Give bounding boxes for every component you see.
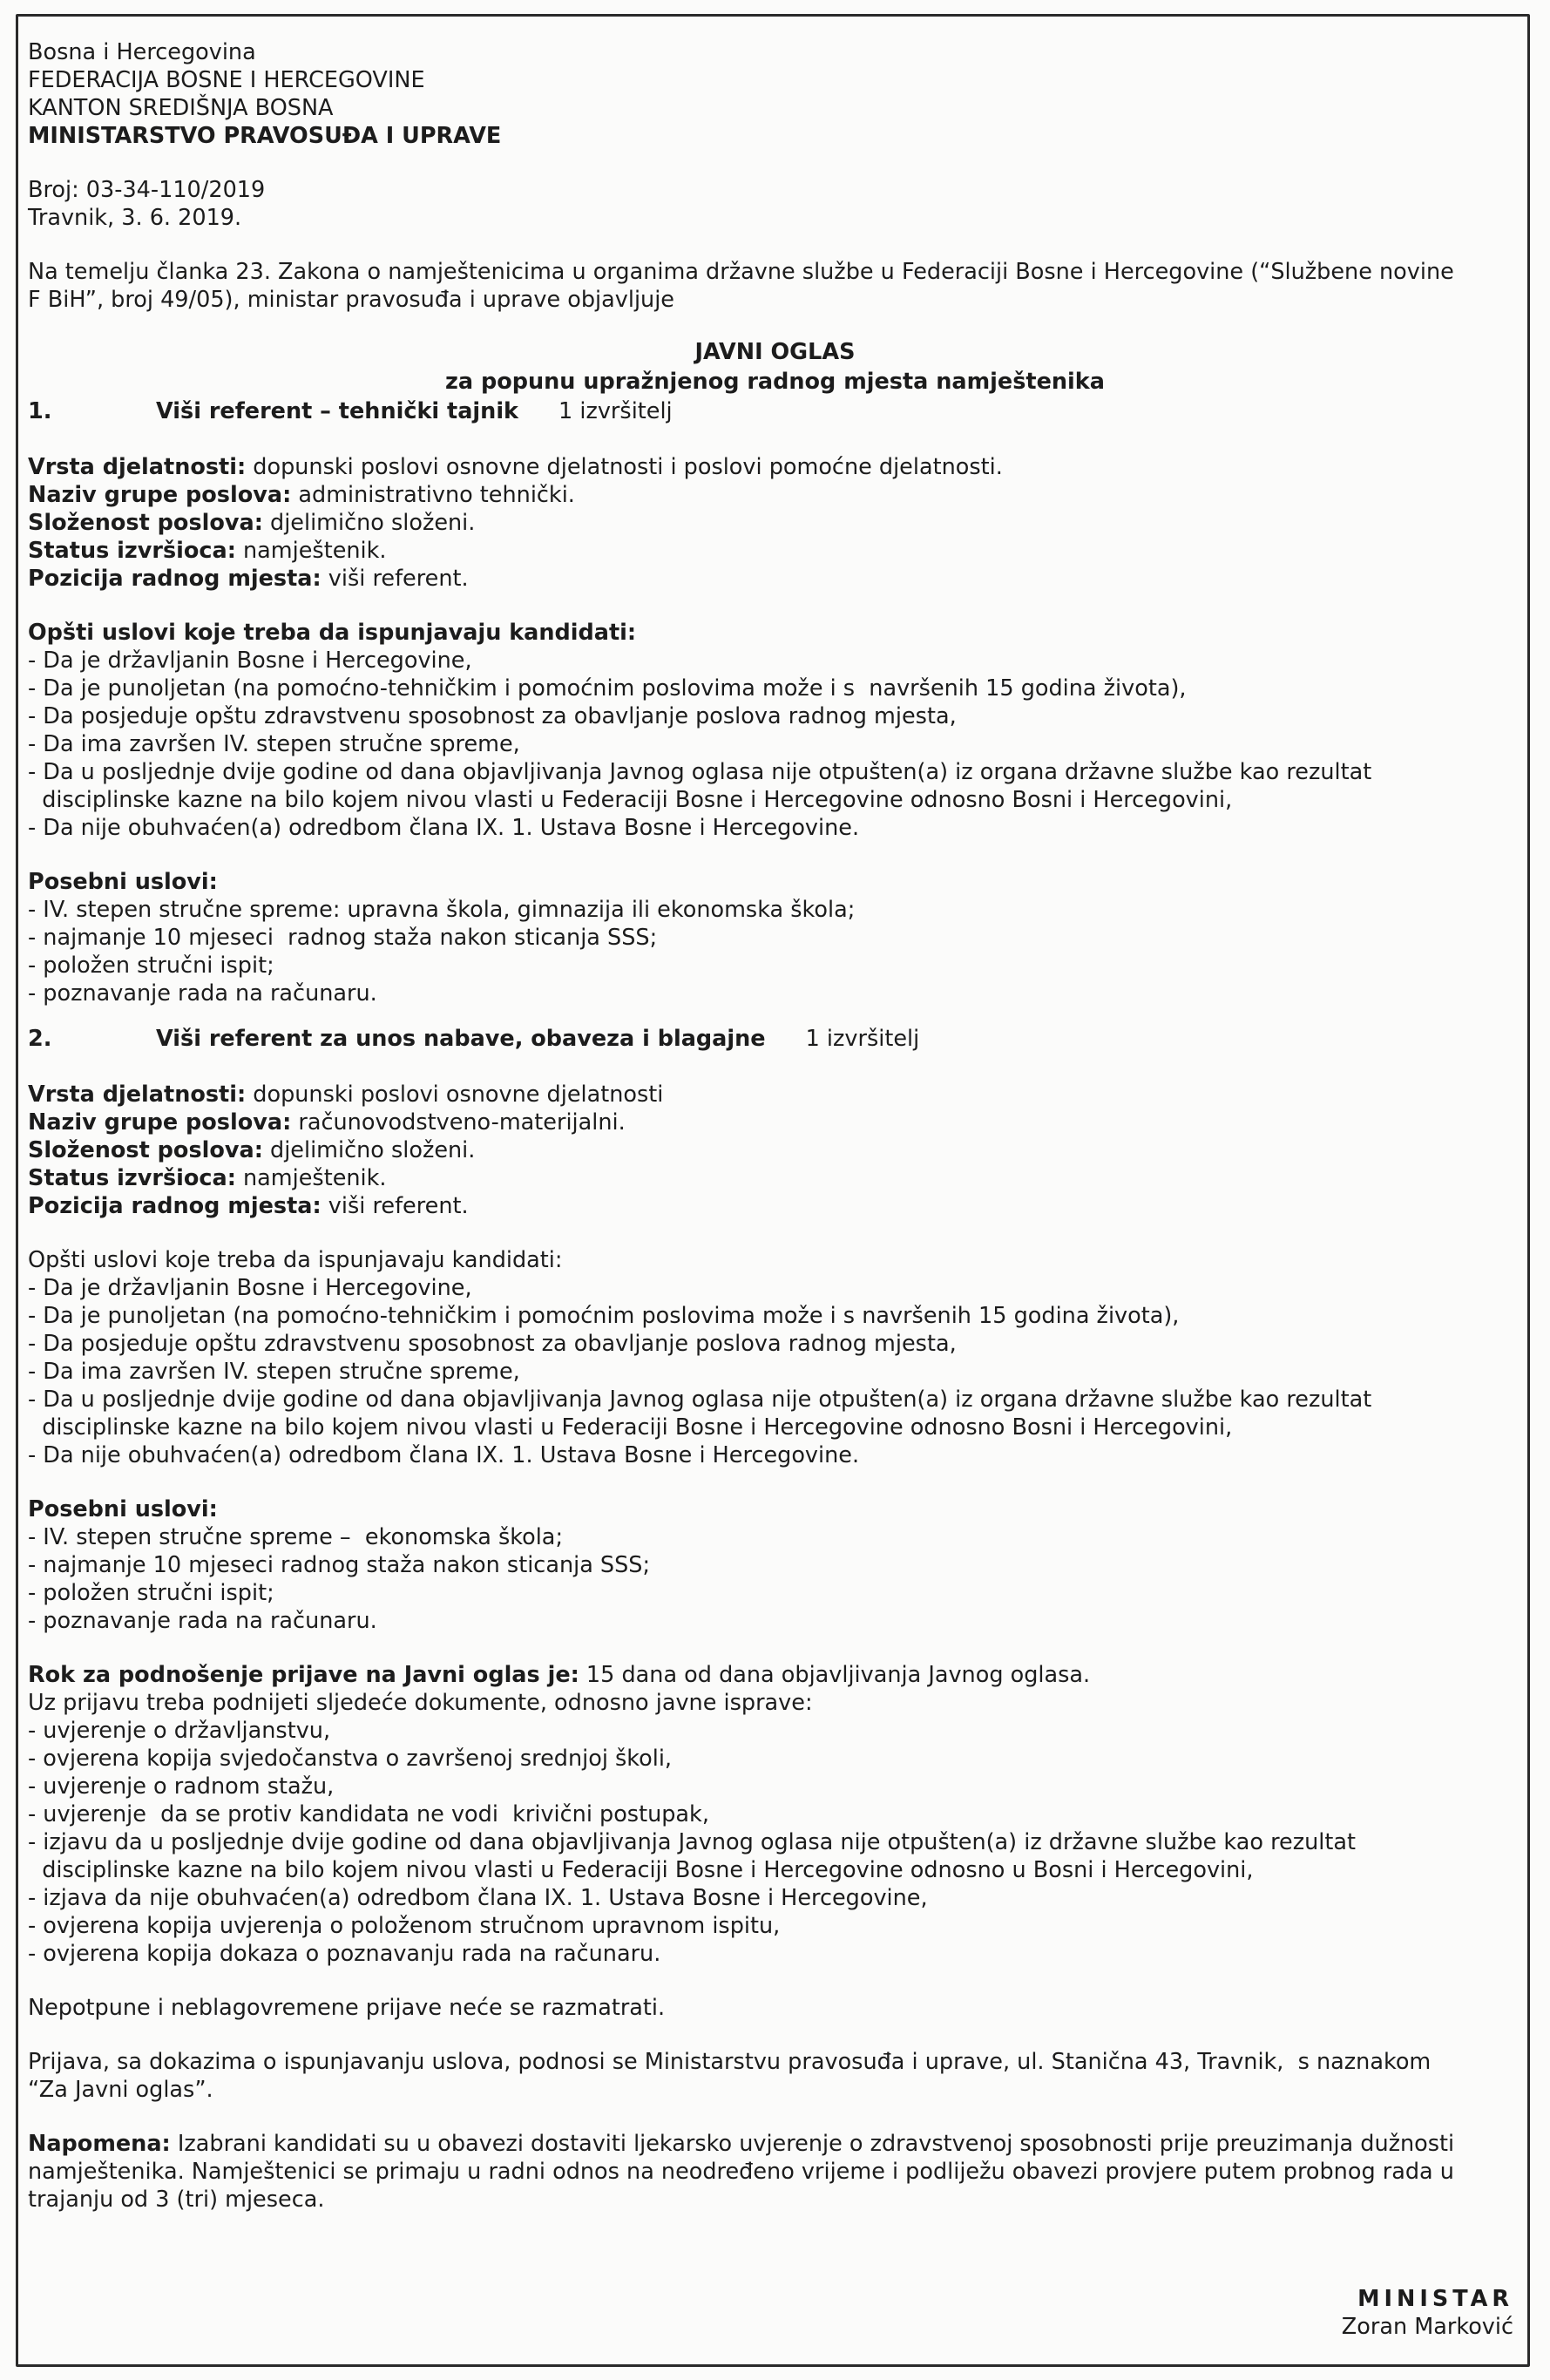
issuer-header bbox=[28, 38, 1522, 150]
field-row bbox=[28, 509, 1522, 537]
field-row bbox=[28, 453, 1522, 481]
list-item: - Da je državljanin Bosne i Hercegovine, bbox=[28, 1275, 472, 1301]
field-row bbox=[28, 1109, 1522, 1136]
list-item: - uvjerenje o radnom stažu, bbox=[28, 1773, 335, 1800]
field-row bbox=[28, 1164, 1522, 1192]
list-item: - položen stručni ispit; bbox=[28, 1580, 274, 1606]
position-fields bbox=[28, 1081, 1522, 1220]
title-main: JAVNI OGLAS bbox=[694, 339, 856, 365]
documents-intro: Uz prijavu treba podnijeti sljedeće dokumente, odnosno javne isprave: bbox=[28, 1690, 813, 1716]
field-value: dopunski poslovi osnovne djelatnosti i poslovi pomoćne djelatnosti. bbox=[246, 454, 1003, 480]
special-conditions bbox=[28, 1495, 1522, 1635]
list-item: - Da je državljanin Bosne i Hercegovine, bbox=[28, 648, 472, 674]
field-label: Pozicija radnog mjesta: bbox=[28, 1193, 322, 1219]
list-item: - najmanje 10 mjeseci radnog staža nakon sticanja SSS; bbox=[28, 1552, 651, 1578]
position-count: 1 izvršitelj bbox=[805, 1026, 920, 1052]
application-requirements bbox=[28, 1661, 1522, 1968]
field-value: viši referent. bbox=[321, 566, 469, 592]
reference-number: Broj: 03-34-110/2019 bbox=[28, 177, 266, 203]
field-row bbox=[28, 1081, 1522, 1109]
note-paragraph bbox=[28, 2130, 1522, 2214]
list-item: - najmanje 10 mjeseci radnog staža nakon sticanja SSS; bbox=[28, 925, 658, 951]
list-item: - ovjerena kopija dokaza o poznavanju rada na računaru. bbox=[28, 1941, 661, 1967]
field-value: namještenik. bbox=[235, 1165, 387, 1191]
note-line: namještenika. Namještenici se primaju u radni odnos na neodređeno vrijeme i podliježu obavezi provjere putem probnog rada u bbox=[28, 2159, 1454, 2185]
submission-line: “Za Javni oglas”. bbox=[28, 2077, 213, 2103]
list-item: disciplinske kazne na bilo kojem nivou vlasti u Federaciji Bosne i Hercegovine odnosno Bosni i Hercegovini, bbox=[28, 787, 1233, 813]
deadline-value: 15 dana od dana objavljivanja Javnog oglasa. bbox=[579, 1662, 1091, 1688]
document-body bbox=[28, 38, 1522, 2214]
general-conditions bbox=[28, 619, 1522, 842]
list-item: - izjava da nije obuhvaćen(a) odredbom člana IX. 1. Ustava Bosne i Hercegovine, bbox=[28, 1885, 928, 1911]
submission-paragraph bbox=[28, 2048, 1522, 2104]
incomplete-applications-note: Nepotpune i neblagovremene prijave neće se razmatrati. bbox=[28, 1995, 666, 2021]
field-label: Vrsta djelatnosti: bbox=[28, 1082, 247, 1108]
list-item: - položen stručni ispit; bbox=[28, 953, 274, 979]
list-item: - Da u posljednje dvije godine od dana objavljivanja Javnog oglasa nije otpušten(a) iz organa državne službe kao rezultat bbox=[28, 759, 1372, 785]
field-label: Status izvršioca: bbox=[28, 1165, 236, 1191]
field-value: namještenik. bbox=[235, 538, 387, 564]
list-item: - Da posjeduje opštu zdravstvenu sposobnost za obavljanje poslova radnog mjesta, bbox=[28, 703, 957, 729]
field-label: Naziv grupe poslova: bbox=[28, 1109, 292, 1136]
field-row bbox=[28, 1136, 1522, 1164]
field-label: Naziv grupe poslova: bbox=[28, 482, 292, 508]
note-text: Izabrani kandidati su u obavezi dostaviti ljekarsko uvjerenje o zdravstvenoj sposobnosti prije preuzimanja dužnosti bbox=[170, 2131, 1455, 2157]
list-item: - Da ima završen IV. stepen stručne spreme, bbox=[28, 1359, 520, 1385]
field-row bbox=[28, 565, 1522, 593]
list-item: disciplinske kazne na bilo kojem nivou vlasti u Federaciji Bosne i Hercegovine odnosno Bosni i Hercegovini, bbox=[28, 1414, 1233, 1441]
list-item: - poznavanje rada na računaru. bbox=[28, 980, 377, 1007]
place-date: Travnik, 3. 6. 2019. bbox=[28, 205, 242, 231]
list-item: - Da ima završen IV. stepen stručne spreme, bbox=[28, 731, 520, 757]
list-item: - Da posjeduje opštu zdravstvenu sposobnost za obavljanje poslova radnog mjesta, bbox=[28, 1331, 957, 1357]
general-conditions bbox=[28, 1246, 1522, 1469]
header-federation: FEDERACIJA BOSNE I HERCEGOVINE bbox=[28, 67, 425, 93]
signature-block bbox=[1342, 2285, 1513, 2341]
position-section-1 bbox=[28, 397, 1522, 1007]
intro-line: F BiH”, broj 49/05), ministar pravosuđa i uprave objavljuje bbox=[28, 287, 674, 313]
general-conditions-heading: Opšti uslovi koje treba da ispunjavaju kandidati: bbox=[28, 1247, 563, 1273]
note-label: Napomena: bbox=[28, 2131, 171, 2157]
header-canton: KANTON SREDIŠNJA BOSNA bbox=[28, 95, 334, 121]
title-sub: za popunu upražnjenog radnog mjesta namještenika bbox=[445, 369, 1105, 395]
field-row bbox=[28, 537, 1522, 565]
note-line bbox=[28, 2130, 1522, 2158]
list-item: - izjavu da u posljednje dvije godine od dana objavljivanja Javnog oglasa nije otpušten(a) iz državne službe kao rezultat bbox=[28, 1829, 1356, 1855]
field-value: dopunski poslovi osnovne djelatnosti bbox=[246, 1082, 664, 1108]
list-item: - poznavanje rada na računaru. bbox=[28, 1608, 377, 1634]
field-value: djelimično složeni. bbox=[262, 1137, 476, 1163]
special-conditions bbox=[28, 868, 1522, 1007]
list-item: disciplinske kazne na bilo kojem nivou vlasti u Federaciji Bosne i Hercegovine odnosno u Bosni i Hercegovini, bbox=[28, 1857, 1254, 1883]
submission-line: Prijava, sa dokazima o ispunjavanju uslova, podnosi se Ministarstvu pravosuđa i uprave, ul. Stanična 43, Travnik, s naznakom bbox=[28, 2049, 1432, 2075]
field-label: Vrsta djelatnosti: bbox=[28, 454, 247, 480]
signature-name: Zoran Marković bbox=[1341, 2314, 1513, 2340]
general-conditions-heading: Opšti uslovi koje treba da ispunjavaju kandidati: bbox=[28, 620, 637, 646]
header-country: Bosna i Hercegovina bbox=[28, 39, 256, 65]
list-item: - ovjerena kopija uvjerenja o položenom stručnom upravnom ispitu, bbox=[28, 1913, 781, 1939]
signature-role: MINISTAR bbox=[1357, 2286, 1513, 2312]
field-value: djelimično složeni. bbox=[262, 510, 476, 536]
intro-paragraph bbox=[28, 258, 1522, 314]
list-item: - uvjerenje o državljanstvu, bbox=[28, 1718, 331, 1744]
position-heading bbox=[28, 397, 1522, 427]
header-ministry: MINISTARSTVO PRAVOSUĐA I UPRAVE bbox=[28, 123, 502, 149]
position-number: 2. bbox=[28, 1026, 52, 1052]
field-label: Pozicija radnog mjesta: bbox=[28, 566, 322, 592]
list-item: - uvjerenje da se protiv kandidata ne vodi krivični postupak, bbox=[28, 1801, 709, 1827]
position-title: Viši referent – tehnički tajnik bbox=[156, 398, 519, 424]
special-conditions-heading: Posebni uslovi: bbox=[28, 1496, 218, 1522]
position-heading bbox=[28, 1025, 1522, 1054]
deadline-label: Rok za podnošenje prijave na Javni oglas je: bbox=[28, 1662, 579, 1688]
announcement-title bbox=[28, 321, 1522, 397]
field-row bbox=[28, 481, 1522, 509]
list-item: - IV. stepen stručne spreme: upravna škola, gimnazija ili ekonomska škola; bbox=[28, 897, 856, 923]
list-item: - Da nije obuhvaćen(a) odredbom člana IX. 1. Ustava Bosne i Hercegovine. bbox=[28, 815, 860, 841]
list-item: - IV. stepen stručne spreme – ekonomska škola; bbox=[28, 1524, 564, 1550]
list-item: - ovjerena kopija svjedočanstva o završenoj srednjoj školi, bbox=[28, 1746, 673, 1772]
field-label: Složenost poslova: bbox=[28, 1137, 263, 1163]
list-item: - Da je punoljetan (na pomoćno-tehničkim i pomoćnim poslovima može i s navršenih 15 godina života), bbox=[28, 1303, 1180, 1329]
note-line: trajanju od 3 (tri) mjeseca. bbox=[28, 2187, 325, 2213]
position-number: 1. bbox=[28, 398, 52, 424]
list-item: - Da u posljednje dvije godine od dana objavljivanja Javnog oglasa nije otpušten(a) iz organa državne službe kao rezultat bbox=[28, 1387, 1372, 1413]
field-value: administrativno tehnički. bbox=[291, 482, 575, 508]
reference-block bbox=[28, 176, 1522, 232]
special-conditions-heading: Posebni uslovi: bbox=[28, 869, 218, 895]
position-count: 1 izvršitelj bbox=[558, 398, 673, 424]
field-row bbox=[28, 1192, 1522, 1220]
field-value: viši referent. bbox=[321, 1193, 469, 1219]
deadline bbox=[28, 1661, 1522, 1689]
field-label: Složenost poslova: bbox=[28, 510, 263, 536]
position-section-2 bbox=[28, 1025, 1522, 1635]
position-title: Viši referent za unos nabave, obaveza i blagajne bbox=[156, 1026, 766, 1052]
position-fields bbox=[28, 453, 1522, 593]
list-item: - Da nije obuhvaćen(a) odredbom člana IX. 1. Ustava Bosne i Hercegovine. bbox=[28, 1442, 860, 1468]
list-item: - Da je punoljetan (na pomoćno-tehničkim i pomoćnim poslovima može i s navršenih 15 godina života), bbox=[28, 675, 1187, 702]
field-label: Status izvršioca: bbox=[28, 538, 236, 564]
intro-line: Na temelju članka 23. Zakona o namještenicima u organima državne službe u Federaciji Bosne i Hercegovine (“Službene novine bbox=[28, 259, 1454, 285]
field-value: računovodstveno-materijalni. bbox=[291, 1109, 626, 1136]
